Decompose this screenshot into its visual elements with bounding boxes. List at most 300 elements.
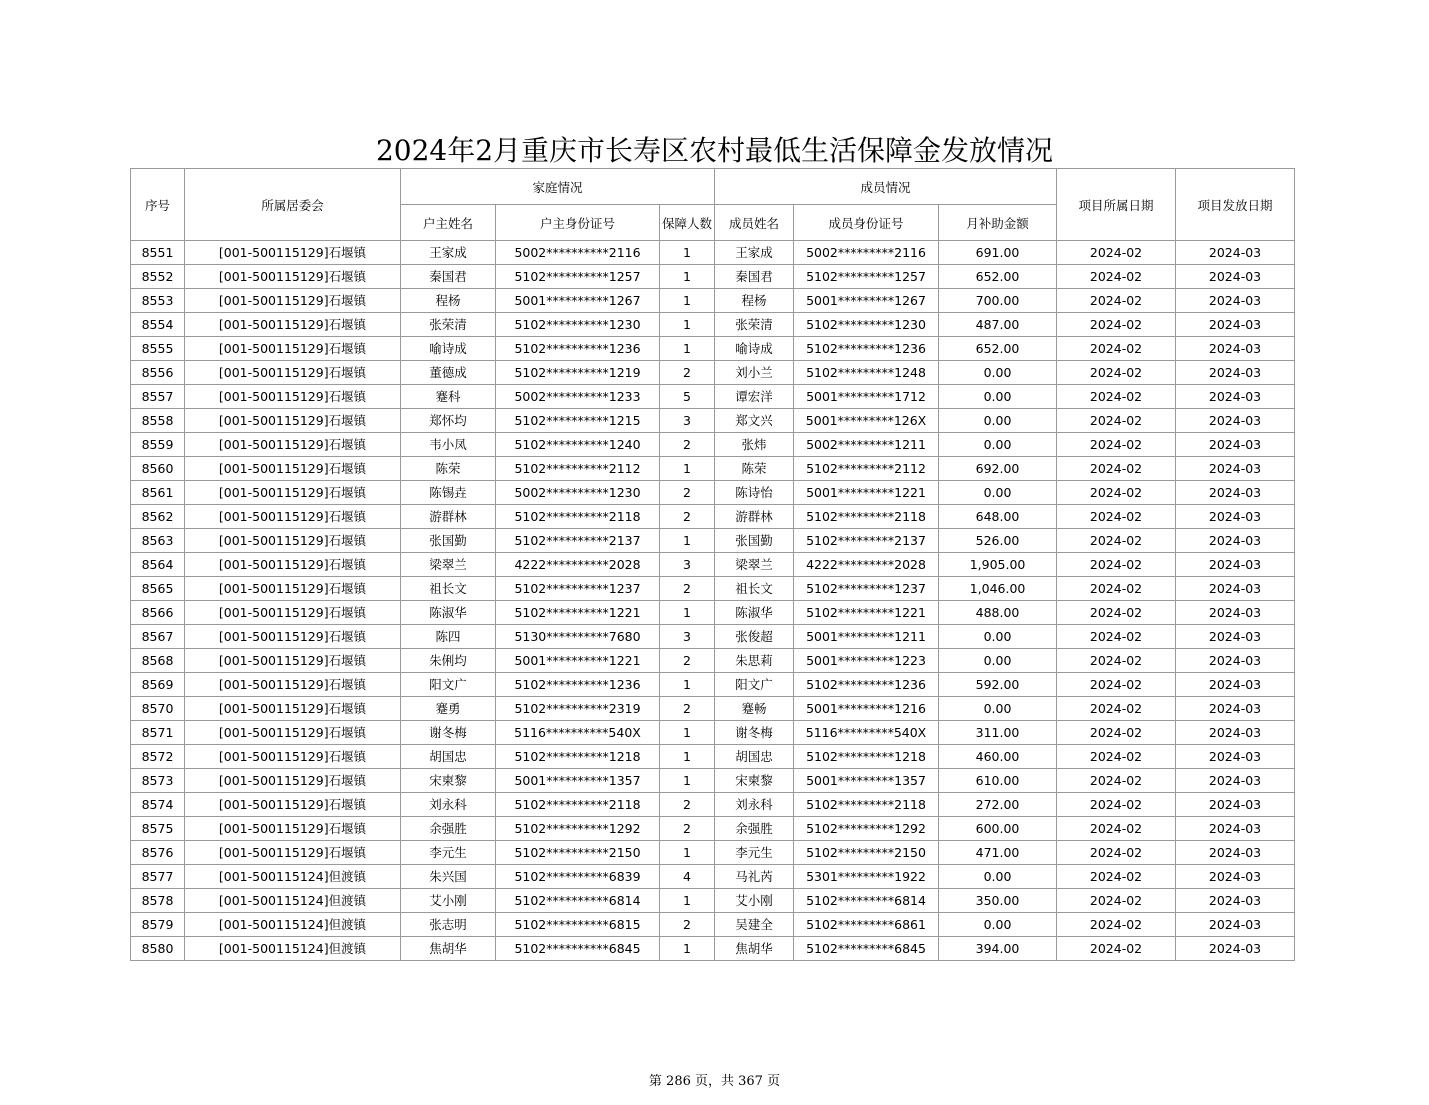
committee-cell: [001-500115129]石堰镇: [185, 769, 401, 793]
householder-name-cell: 胡国忠: [401, 745, 496, 769]
seq-cell: 8569: [131, 673, 185, 697]
householder-id-cell: 5002**********2116: [496, 241, 660, 265]
monthly-amount-cell: 0.00: [939, 649, 1057, 673]
householder-id-cell: 5102**********1218: [496, 745, 660, 769]
committee-cell: [001-500115129]石堰镇: [185, 529, 401, 553]
monthly-amount-cell: 692.00: [939, 457, 1057, 481]
member-name-cell: 张荣清: [715, 313, 794, 337]
householder-id-cell: 5102**********6839: [496, 865, 660, 889]
relief-table: [130, 168, 1295, 961]
covered-count-cell: 1: [660, 673, 715, 697]
committee-cell: [001-500115129]石堰镇: [185, 817, 401, 841]
project-date-cell: 2024-02: [1057, 361, 1176, 385]
member-name-cell: 吴建全: [715, 913, 794, 937]
householder-name-cell: 蹇勇: [401, 697, 496, 721]
committee-cell: [001-500115129]石堰镇: [185, 457, 401, 481]
seq-cell: 8551: [131, 241, 185, 265]
member-id-cell: 5002*********1211: [794, 433, 939, 457]
issue-date-cell: 2024-03: [1176, 817, 1295, 841]
committee-cell: [001-500115124]但渡镇: [185, 937, 401, 961]
committee-cell: [001-500115129]石堰镇: [185, 481, 401, 505]
committee-cell: [001-500115129]石堰镇: [185, 241, 401, 265]
issue-date-cell: 2024-03: [1176, 337, 1295, 361]
seq-cell: 8577: [131, 865, 185, 889]
issue-date-cell: 2024-03: [1176, 721, 1295, 745]
monthly-amount-cell: 460.00: [939, 745, 1057, 769]
member-name-cell: 余强胜: [715, 817, 794, 841]
table-body: [131, 241, 1295, 961]
project-date-cell: 2024-02: [1057, 841, 1176, 865]
monthly-amount-cell: 600.00: [939, 817, 1057, 841]
householder-name-cell: 梁翠兰: [401, 553, 496, 577]
committee-cell: [001-500115129]石堰镇: [185, 337, 401, 361]
monthly-amount-cell: 526.00: [939, 529, 1057, 553]
householder-id-cell: 5102**********6845: [496, 937, 660, 961]
covered-count-cell: 1: [660, 841, 715, 865]
householder-id-cell: 5130**********7680: [496, 625, 660, 649]
member-id-cell: 5102*********6814: [794, 889, 939, 913]
householder-name-cell: 朱兴国: [401, 865, 496, 889]
householder-name-cell: 祖长文: [401, 577, 496, 601]
committee-cell: [001-500115124]但渡镇: [185, 889, 401, 913]
member-id-cell: 5301*********1922: [794, 865, 939, 889]
header-committee: 所属居委会: [185, 169, 401, 241]
member-name-cell: 胡国忠: [715, 745, 794, 769]
householder-name-cell: 喻诗成: [401, 337, 496, 361]
member-id-cell: 4222*********2028: [794, 553, 939, 577]
householder-id-cell: 5102**********6814: [496, 889, 660, 913]
issue-date-cell: 2024-03: [1176, 865, 1295, 889]
seq-cell: 8573: [131, 769, 185, 793]
issue-date-cell: 2024-03: [1176, 697, 1295, 721]
member-name-cell: 谢冬梅: [715, 721, 794, 745]
monthly-amount-cell: 652.00: [939, 265, 1057, 289]
seq-cell: 8576: [131, 841, 185, 865]
monthly-amount-cell: 394.00: [939, 937, 1057, 961]
committee-cell: [001-500115129]石堰镇: [185, 697, 401, 721]
header-issue-date: 项目发放日期: [1176, 169, 1295, 241]
member-name-cell: 秦国君: [715, 265, 794, 289]
householder-name-cell: 艾小刚: [401, 889, 496, 913]
project-date-cell: 2024-02: [1057, 265, 1176, 289]
householder-id-cell: 5102**********6815: [496, 913, 660, 937]
covered-count-cell: 2: [660, 913, 715, 937]
member-id-cell: 5102*********1236: [794, 337, 939, 361]
seq-cell: 8579: [131, 913, 185, 937]
member-name-cell: 宋柬黎: [715, 769, 794, 793]
covered-count-cell: 2: [660, 361, 715, 385]
covered-count-cell: 1: [660, 745, 715, 769]
member-name-cell: 阳文广: [715, 673, 794, 697]
issue-date-cell: 2024-03: [1176, 265, 1295, 289]
covered-count-cell: 1: [660, 457, 715, 481]
covered-count-cell: 1: [660, 721, 715, 745]
householder-id-cell: 5102**********1230: [496, 313, 660, 337]
householder-id-cell: 5102**********1240: [496, 433, 660, 457]
monthly-amount-cell: 648.00: [939, 505, 1057, 529]
table-row: [131, 793, 1295, 817]
table-row: [131, 505, 1295, 529]
member-name-cell: 郑文兴: [715, 409, 794, 433]
householder-name-cell: 张志明: [401, 913, 496, 937]
committee-cell: [001-500115129]石堰镇: [185, 745, 401, 769]
member-id-cell: 5001*********1216: [794, 697, 939, 721]
project-date-cell: 2024-02: [1057, 337, 1176, 361]
householder-id-cell: 5102**********1236: [496, 337, 660, 361]
member-id-cell: 5102*********1218: [794, 745, 939, 769]
project-date-cell: 2024-02: [1057, 289, 1176, 313]
table-row: [131, 841, 1295, 865]
table-row: [131, 337, 1295, 361]
project-date-cell: 2024-02: [1057, 577, 1176, 601]
member-id-cell: 5102*********1248: [794, 361, 939, 385]
committee-cell: [001-500115129]石堰镇: [185, 625, 401, 649]
member-name-cell: 谭宏洋: [715, 385, 794, 409]
issue-date-cell: 2024-03: [1176, 577, 1295, 601]
householder-id-cell: 5102**********1219: [496, 361, 660, 385]
seq-cell: 8563: [131, 529, 185, 553]
monthly-amount-cell: 610.00: [939, 769, 1057, 793]
committee-cell: [001-500115129]石堰镇: [185, 265, 401, 289]
header-monthly-amount: 月补助金额: [939, 205, 1057, 241]
project-date-cell: 2024-02: [1057, 697, 1176, 721]
member-name-cell: 陈诗怡: [715, 481, 794, 505]
monthly-amount-cell: 0.00: [939, 625, 1057, 649]
project-date-cell: 2024-02: [1057, 793, 1176, 817]
issue-date-cell: 2024-03: [1176, 793, 1295, 817]
seq-cell: 8574: [131, 793, 185, 817]
table-row: [131, 361, 1295, 385]
table-row: [131, 889, 1295, 913]
monthly-amount-cell: 652.00: [939, 337, 1057, 361]
project-date-cell: 2024-02: [1057, 409, 1176, 433]
seq-cell: 8561: [131, 481, 185, 505]
householder-id-cell: 5102**********2118: [496, 505, 660, 529]
issue-date-cell: 2024-03: [1176, 913, 1295, 937]
member-id-cell: 5001*********1211: [794, 625, 939, 649]
seq-cell: 8566: [131, 601, 185, 625]
member-id-cell: 5102*********2118: [794, 505, 939, 529]
householder-name-cell: 宋柬黎: [401, 769, 496, 793]
covered-count-cell: 5: [660, 385, 715, 409]
committee-cell: [001-500115129]石堰镇: [185, 553, 401, 577]
monthly-amount-cell: 488.00: [939, 601, 1057, 625]
seq-cell: 8555: [131, 337, 185, 361]
seq-cell: 8554: [131, 313, 185, 337]
committee-cell: [001-500115129]石堰镇: [185, 433, 401, 457]
committee-cell: [001-500115129]石堰镇: [185, 409, 401, 433]
header-member-id: 成员身份证号: [794, 205, 939, 241]
member-name-cell: 焦胡华: [715, 937, 794, 961]
householder-name-cell: 程杨: [401, 289, 496, 313]
project-date-cell: 2024-02: [1057, 865, 1176, 889]
seq-cell: 8556: [131, 361, 185, 385]
member-id-cell: 5102*********1221: [794, 601, 939, 625]
covered-count-cell: 1: [660, 769, 715, 793]
seq-cell: 8570: [131, 697, 185, 721]
table-row: [131, 865, 1295, 889]
householder-id-cell: 5102**********2118: [496, 793, 660, 817]
covered-count-cell: 3: [660, 553, 715, 577]
seq-cell: 8562: [131, 505, 185, 529]
householder-id-cell: 4222**********2028: [496, 553, 660, 577]
table-row: [131, 409, 1295, 433]
table-row: [131, 673, 1295, 697]
project-date-cell: 2024-02: [1057, 649, 1176, 673]
householder-name-cell: 陈淑华: [401, 601, 496, 625]
issue-date-cell: 2024-03: [1176, 313, 1295, 337]
member-name-cell: 游群林: [715, 505, 794, 529]
member-id-cell: 5116*********540X: [794, 721, 939, 745]
member-name-cell: 喻诗成: [715, 337, 794, 361]
monthly-amount-cell: 592.00: [939, 673, 1057, 697]
member-id-cell: 5001*********1357: [794, 769, 939, 793]
monthly-amount-cell: 0.00: [939, 865, 1057, 889]
committee-cell: [001-500115129]石堰镇: [185, 721, 401, 745]
seq-cell: 8558: [131, 409, 185, 433]
householder-id-cell: 5002**********1230: [496, 481, 660, 505]
householder-id-cell: 5102**********1237: [496, 577, 660, 601]
covered-count-cell: 4: [660, 865, 715, 889]
householder-id-cell: 5116**********540X: [496, 721, 660, 745]
committee-cell: [001-500115129]石堰镇: [185, 673, 401, 697]
table-row: [131, 481, 1295, 505]
table-row: [131, 313, 1295, 337]
monthly-amount-cell: 0.00: [939, 697, 1057, 721]
monthly-amount-cell: 0.00: [939, 361, 1057, 385]
covered-count-cell: 2: [660, 433, 715, 457]
householder-id-cell: 5102**********2319: [496, 697, 660, 721]
monthly-amount-cell: 487.00: [939, 313, 1057, 337]
project-date-cell: 2024-02: [1057, 769, 1176, 793]
committee-cell: [001-500115129]石堰镇: [185, 601, 401, 625]
member-name-cell: 刘永科: [715, 793, 794, 817]
member-id-cell: 5102*********2112: [794, 457, 939, 481]
project-date-cell: 2024-02: [1057, 529, 1176, 553]
covered-count-cell: 1: [660, 241, 715, 265]
member-name-cell: 艾小刚: [715, 889, 794, 913]
covered-count-cell: 2: [660, 577, 715, 601]
issue-date-cell: 2024-03: [1176, 529, 1295, 553]
table-row: [131, 529, 1295, 553]
committee-cell: [001-500115124]但渡镇: [185, 865, 401, 889]
committee-cell: [001-500115129]石堰镇: [185, 385, 401, 409]
seq-cell: 8572: [131, 745, 185, 769]
covered-count-cell: 1: [660, 889, 715, 913]
covered-count-cell: 3: [660, 409, 715, 433]
table-row: [131, 553, 1295, 577]
monthly-amount-cell: 1,905.00: [939, 553, 1057, 577]
seq-cell: 8559: [131, 433, 185, 457]
committee-cell: [001-500115129]石堰镇: [185, 649, 401, 673]
committee-cell: [001-500115129]石堰镇: [185, 289, 401, 313]
householder-name-cell: 张国勤: [401, 529, 496, 553]
committee-cell: [001-500115129]石堰镇: [185, 505, 401, 529]
project-date-cell: 2024-02: [1057, 721, 1176, 745]
project-date-cell: 2024-02: [1057, 625, 1176, 649]
seq-cell: 8571: [131, 721, 185, 745]
table-row: [131, 937, 1295, 961]
householder-id-cell: 5102**********2150: [496, 841, 660, 865]
covered-count-cell: 2: [660, 505, 715, 529]
householder-name-cell: 蹇科: [401, 385, 496, 409]
member-id-cell: 5001*********1712: [794, 385, 939, 409]
covered-count-cell: 3: [660, 625, 715, 649]
committee-cell: [001-500115129]石堰镇: [185, 361, 401, 385]
seq-cell: 8578: [131, 889, 185, 913]
member-id-cell: 5102*********1230: [794, 313, 939, 337]
issue-date-cell: 2024-03: [1176, 673, 1295, 697]
table-row: [131, 457, 1295, 481]
seq-cell: 8568: [131, 649, 185, 673]
committee-cell: [001-500115129]石堰镇: [185, 793, 401, 817]
project-date-cell: 2024-02: [1057, 385, 1176, 409]
project-date-cell: 2024-02: [1057, 745, 1176, 769]
member-name-cell: 马礼芮: [715, 865, 794, 889]
covered-count-cell: 2: [660, 793, 715, 817]
issue-date-cell: 2024-03: [1176, 505, 1295, 529]
committee-cell: [001-500115129]石堰镇: [185, 577, 401, 601]
householder-name-cell: 谢冬梅: [401, 721, 496, 745]
householder-id-cell: 5001**********1221: [496, 649, 660, 673]
project-date-cell: 2024-02: [1057, 673, 1176, 697]
table-row: [131, 433, 1295, 457]
member-name-cell: 张俊超: [715, 625, 794, 649]
table-row: [131, 265, 1295, 289]
member-name-cell: 刘小兰: [715, 361, 794, 385]
issue-date-cell: 2024-03: [1176, 289, 1295, 313]
covered-count-cell: 1: [660, 937, 715, 961]
project-date-cell: 2024-02: [1057, 241, 1176, 265]
covered-count-cell: 1: [660, 289, 715, 313]
covered-count-cell: 2: [660, 481, 715, 505]
monthly-amount-cell: 272.00: [939, 793, 1057, 817]
covered-count-cell: 1: [660, 265, 715, 289]
householder-name-cell: 阳文广: [401, 673, 496, 697]
monthly-amount-cell: 691.00: [939, 241, 1057, 265]
householder-name-cell: 余强胜: [401, 817, 496, 841]
table-row: [131, 601, 1295, 625]
project-date-cell: 2024-02: [1057, 505, 1176, 529]
seq-cell: 8560: [131, 457, 185, 481]
table-row: [131, 385, 1295, 409]
monthly-amount-cell: 350.00: [939, 889, 1057, 913]
project-date-cell: 2024-02: [1057, 817, 1176, 841]
table-row: [131, 745, 1295, 769]
header-householder-name: 户主姓名: [401, 205, 496, 241]
issue-date-cell: 2024-03: [1176, 409, 1295, 433]
monthly-amount-cell: 1,046.00: [939, 577, 1057, 601]
seq-cell: 8553: [131, 289, 185, 313]
project-date-cell: 2024-02: [1057, 937, 1176, 961]
member-name-cell: 朱思莉: [715, 649, 794, 673]
issue-date-cell: 2024-03: [1176, 241, 1295, 265]
householder-name-cell: 焦胡华: [401, 937, 496, 961]
header-member-name: 成员姓名: [715, 205, 794, 241]
householder-name-cell: 刘永科: [401, 793, 496, 817]
householder-id-cell: 5102**********1215: [496, 409, 660, 433]
member-name-cell: 王家成: [715, 241, 794, 265]
issue-date-cell: 2024-03: [1176, 889, 1295, 913]
table-row: [131, 721, 1295, 745]
table-row: [131, 241, 1295, 265]
member-name-cell: 李元生: [715, 841, 794, 865]
seq-cell: 8580: [131, 937, 185, 961]
covered-count-cell: 1: [660, 601, 715, 625]
member-name-cell: 陈淑华: [715, 601, 794, 625]
issue-date-cell: 2024-03: [1176, 385, 1295, 409]
member-id-cell: 5102*********1292: [794, 817, 939, 841]
project-date-cell: 2024-02: [1057, 433, 1176, 457]
header-covered-count: 保障人数: [660, 205, 715, 241]
householder-name-cell: 王家成: [401, 241, 496, 265]
committee-cell: [001-500115129]石堰镇: [185, 313, 401, 337]
issue-date-cell: 2024-03: [1176, 769, 1295, 793]
header-family-group: 家庭情况: [401, 169, 715, 205]
member-id-cell: 5002*********2116: [794, 241, 939, 265]
member-name-cell: 程杨: [715, 289, 794, 313]
table-row: [131, 913, 1295, 937]
issue-date-cell: 2024-03: [1176, 457, 1295, 481]
seq-cell: 8567: [131, 625, 185, 649]
householder-id-cell: 5001**********1267: [496, 289, 660, 313]
header-project-date: 项目所属日期: [1057, 169, 1176, 241]
member-id-cell: 5102*********1237: [794, 577, 939, 601]
covered-count-cell: 1: [660, 529, 715, 553]
member-id-cell: 5102*********2150: [794, 841, 939, 865]
householder-id-cell: 5001**********1357: [496, 769, 660, 793]
householder-id-cell: 5102**********1221: [496, 601, 660, 625]
seq-cell: 8552: [131, 265, 185, 289]
issue-date-cell: 2024-03: [1176, 745, 1295, 769]
householder-name-cell: 韦小凤: [401, 433, 496, 457]
householder-id-cell: 5102**********1257: [496, 265, 660, 289]
householder-name-cell: 张荣清: [401, 313, 496, 337]
issue-date-cell: 2024-03: [1176, 481, 1295, 505]
covered-count-cell: 1: [660, 337, 715, 361]
householder-id-cell: 5102**********2137: [496, 529, 660, 553]
table-row: [131, 625, 1295, 649]
issue-date-cell: 2024-03: [1176, 841, 1295, 865]
seq-cell: 8557: [131, 385, 185, 409]
householder-name-cell: 陈荣: [401, 457, 496, 481]
monthly-amount-cell: 0.00: [939, 409, 1057, 433]
member-id-cell: 5001*********126X: [794, 409, 939, 433]
page-title: 2024年2月重庆市长寿区农村最低生活保障金发放情况: [375, 134, 1054, 167]
committee-cell: [001-500115129]石堰镇: [185, 841, 401, 865]
member-id-cell: 5001*********1267: [794, 289, 939, 313]
project-date-cell: 2024-02: [1057, 601, 1176, 625]
seq-cell: 8575: [131, 817, 185, 841]
monthly-amount-cell: 700.00: [939, 289, 1057, 313]
member-id-cell: 5102*********2118: [794, 793, 939, 817]
issue-date-cell: 2024-03: [1176, 601, 1295, 625]
member-name-cell: 张炜: [715, 433, 794, 457]
member-name-cell: 张国勤: [715, 529, 794, 553]
project-date-cell: 2024-02: [1057, 481, 1176, 505]
committee-cell: [001-500115124]但渡镇: [185, 913, 401, 937]
householder-id-cell: 5102**********1236: [496, 673, 660, 697]
covered-count-cell: 2: [660, 649, 715, 673]
table-row: [131, 697, 1295, 721]
project-date-cell: 2024-02: [1057, 553, 1176, 577]
householder-id-cell: 5102**********1292: [496, 817, 660, 841]
issue-date-cell: 2024-03: [1176, 361, 1295, 385]
member-name-cell: 陈荣: [715, 457, 794, 481]
project-date-cell: 2024-02: [1057, 313, 1176, 337]
householder-name-cell: 游群林: [401, 505, 496, 529]
table-row: [131, 769, 1295, 793]
